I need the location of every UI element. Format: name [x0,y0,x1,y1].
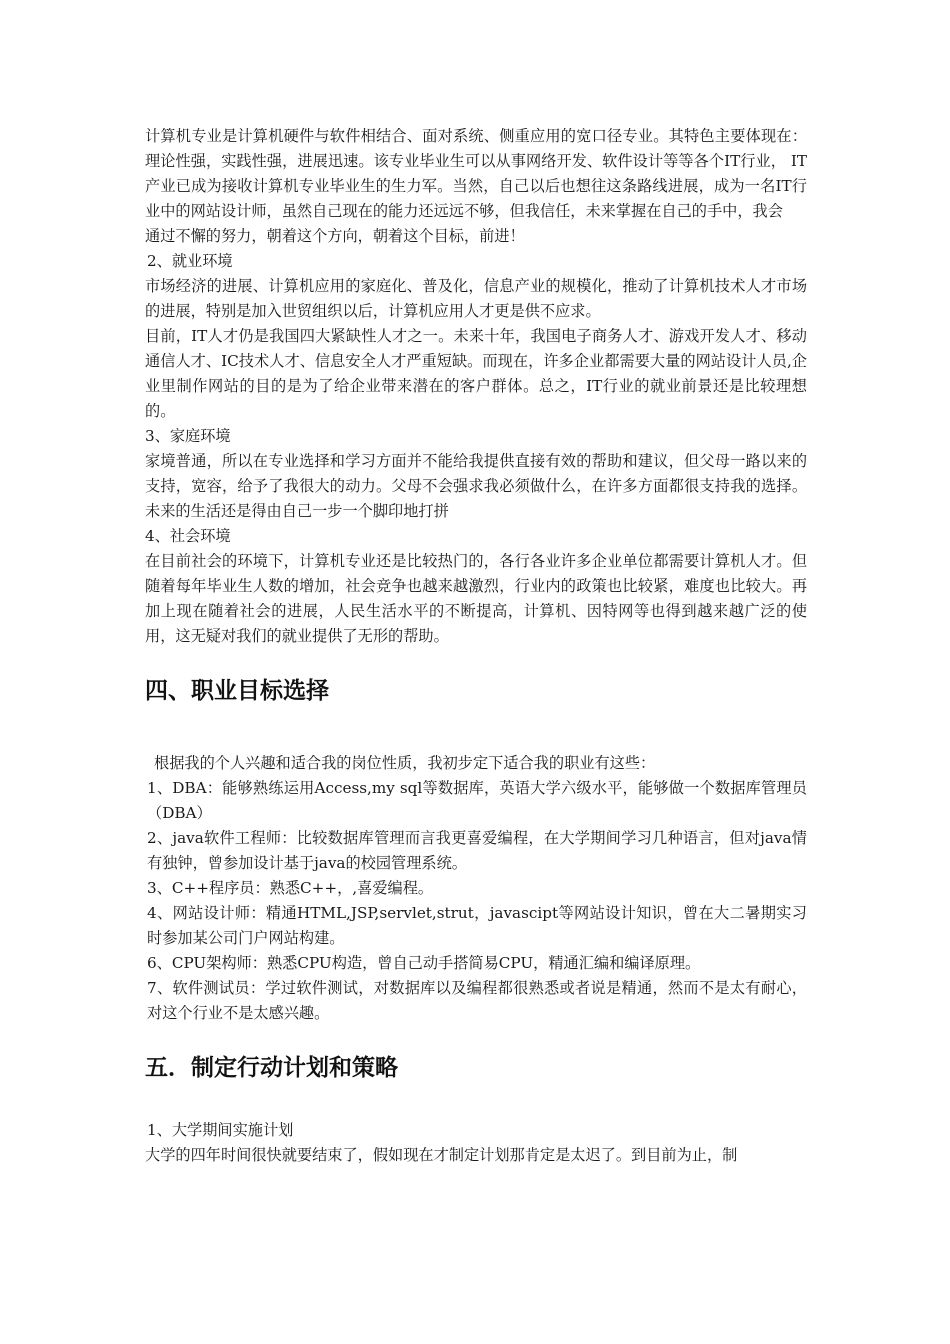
family-paragraph: 家境普通，所以在专业选择和学习方面并不能给我提供直接有效的帮助和建议，但父母一路以来的支持，宽容，给予了我很大的动力。父母不会强求我必须做什么，在许多方面都很支持我的选择。未来的生活还是得由自己一步一个脚印地打拼 [145,452,807,520]
intro-paragraph: 计算机专业是计算机硬件与软件相结合、面对系统、侧重应用的宽口径专业。其特色主要体现在：理论性强，实践性强，进展迅速。该专业毕业生可以从事网络开发、软件设计等等各个IT行业， IT产业已成为接收计算机专业毕业生的生力军。当然，自己以后也想往这条路线进展，成为一名IT行业中的网站设计师，虽然自己现在的能力还远远不够，但我信任，未来掌握在自己的手中，我会 [145,127,807,220]
employment-heading: 2、就业环境 [147,252,233,270]
society-paragraph: 在目前社会的环境下，计算机专业还是比较热门的，各行各业许多企业单位都需要计算机人才。但随着每年毕业生人数的增加，社会竞争也越来越激烈，行业内的政策也比较紧，难度也比较大。再加上现在随着社会的进展，人民生活水平的不断提高，计算机、因特网等也得到越来越广泛的使用，这无疑对我们的就业提供了无形的帮助。 [145,552,807,645]
section-title-career-goals: 四、职业目标选择 [145,678,329,704]
action-plan-subheading: 1、大学期间实施计划 [147,1121,294,1139]
career-goal-item: 3、C++程序员：熟悉C++，,喜爱编程。 [147,879,434,897]
career-goal-item: 4、网站设计师：精通HTML,JSP,servlet,strut，javascipt等网站设计知识，曾在大二暑期实习时参加某公司门户网站构建。 [147,904,807,947]
career-goal-item: 7、软件测试员：学过软件测试，对数据库以及编程都很熟悉或者说是精通，然而不是太有耐心，对这个行业不是太感兴趣。 [147,979,807,1022]
intro-paragraph-continued: 通过不懈的努力，朝着这个方向，朝着这个目标，前进！ [145,227,525,245]
family-heading: 3、家庭环境 [145,427,231,445]
career-goal-item: 1、DBA：能够熟练运用Access,my sql等数据库，英语大学六级水平，能够做一个数据库管理员（DBA） [147,779,807,822]
career-goal-item: 6、CPU架构师：熟悉CPU构造，曾自己动手搭简易CPU，精通汇编和编译原理。 [147,954,701,972]
employment-paragraph: 目前，IT人才仍是我国四大紧缺性人才之一。未来十年，我国电子商务人才、游戏开发人才、移动通信人才、IC技术人才、信息安全人才严重短缺。而现在，许多企业都需要大量的网站设计人员,企业里制作网站的目的是为了给企业带来潜在的客户群体。总之，IT行业的就业前景还是比较理想的。 [145,327,807,420]
action-plan-paragraph: 大学的四年时间很快就要结束了，假如现在才制定计划那肯定是太迟了。到目前为止，制 [145,1146,738,1164]
section-title-action-plan: 五．制定行动计划和策略 [145,1055,398,1081]
career-goal-item: 2、java软件工程师：比较数据库管理而言我更喜爱编程，在大学期间学习几种语言，但对java情有独钟，曾参加设计基于java的校园管理系统。 [147,829,807,872]
employment-paragraph: 市场经济的进展、计算机应用的家庭化、普及化，信息产业的规模化，推动了计算机技术人才市场的进展，特别是加入世贸组织以后，计算机应用人才更是供不应求。 [145,277,807,320]
career-goals-intro: 根据我的个人兴趣和适合我的岗位性质，我初步定下适合我的职业有这些： [154,754,656,772]
society-heading: 4、社会环境 [145,527,231,545]
document-body [145,124,807,1168]
